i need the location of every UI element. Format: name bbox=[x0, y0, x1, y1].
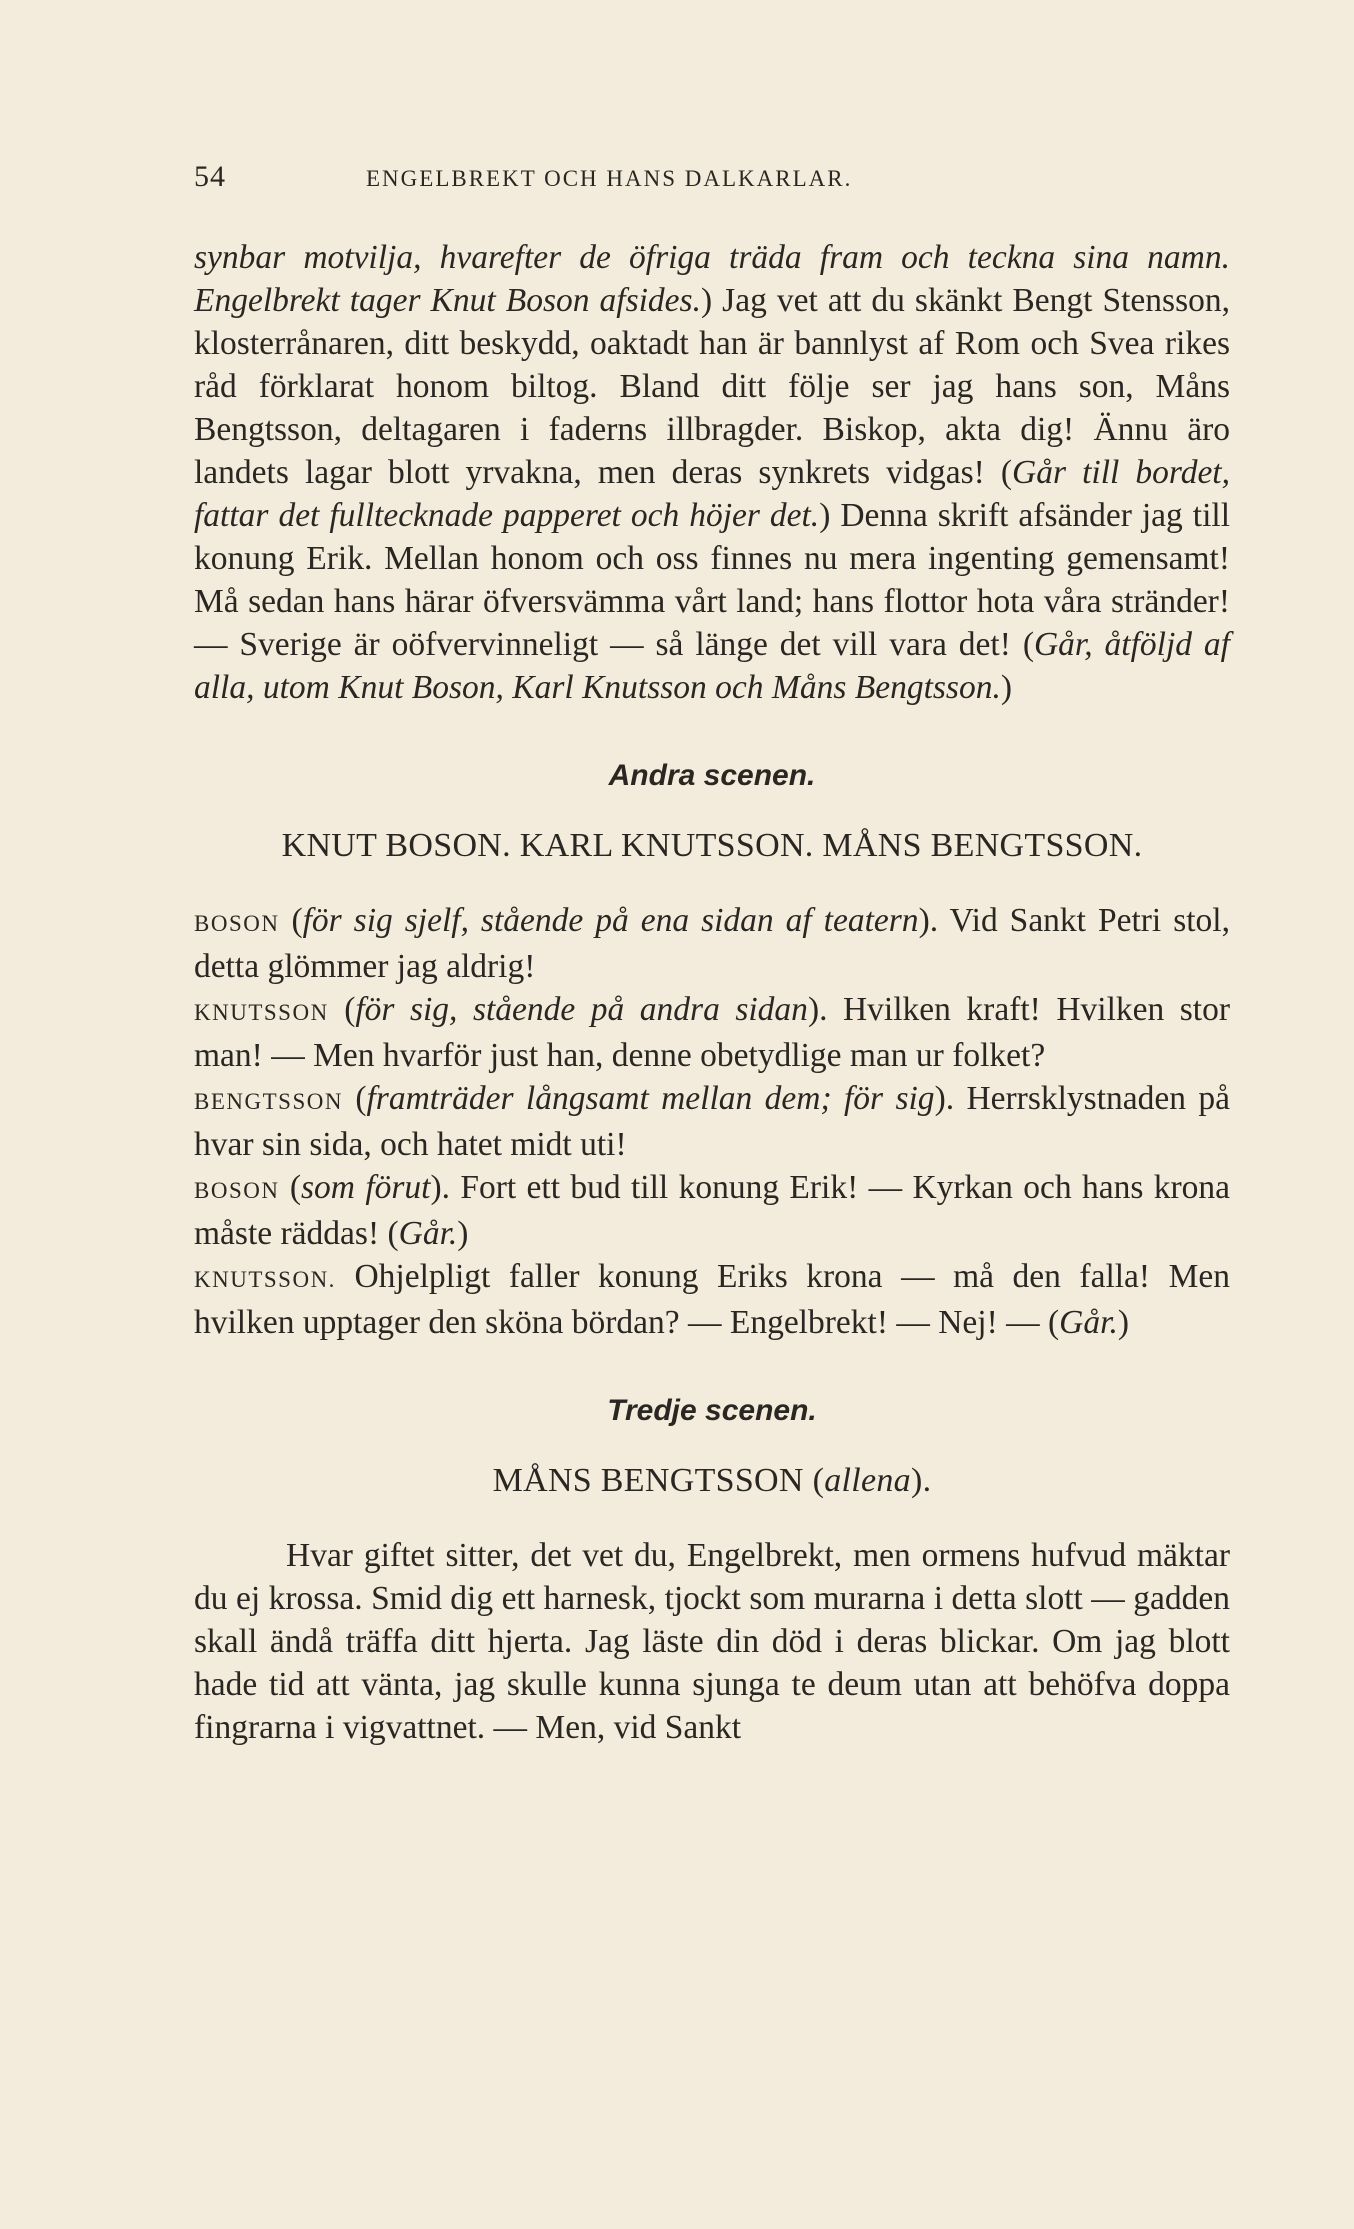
stage-direction: för sig sjelf, stående på ena sidan af teatern bbox=[302, 902, 919, 939]
dialogue-text: Fort ett bud till konung Erik! — Kyrkan och hans krona måste räddas! bbox=[194, 1169, 1231, 1252]
speaker-name: KNUTSSON bbox=[194, 1000, 329, 1025]
dialogue-text: Herrsklystnaden på hvar sin sida, och hatet midt uti! bbox=[194, 1080, 1231, 1163]
stage-direction: Går. bbox=[398, 1215, 458, 1252]
stage-direction: allena bbox=[824, 1462, 911, 1499]
speech: KNUTSSON (för sig, stående på andra sidan). Hvilken kraft! Hvilken stor man! — Men hvarför just han, denne obetydlige man ur folket? bbox=[194, 991, 1231, 1074]
stage-direction: framträder långsamt mellan dem; för sig bbox=[366, 1080, 935, 1117]
speaker-name: KNUTSSON. bbox=[194, 1267, 336, 1292]
dialogue-text: Denna skrift afsänder jag till konung Erik. Mellan honom och oss finnes nu mera ingenting gemensamt! Må sedan hans härar öfversvämma vårt land; hans flottor hota våra stränder! — Sverige är oöfvervinneligt — så länge det vill vara det! bbox=[194, 497, 1230, 663]
dialogue-text: Jag vet att du skänkt Bengt Stensson, klosterrånaren, ditt beskydd, oaktadt han är bannlyst af Rom och Svea rikes råd förklarat honom biltog. Bland ditt följe ser jag hans son, Måns Bengtsson, deltagaren i faderns illbragder. Biskop, akta dig! Ännu äro landets lagar blott yrvakna, men deras synkrets vidgas! bbox=[194, 282, 1231, 491]
cast-list: MÅNS BENGTSSON (allena). bbox=[492, 1462, 932, 1499]
stage-direction: för sig, stående på andra sidan bbox=[355, 991, 808, 1028]
speech: BENGTSSON (framträder långsamt mellan dem; för sig). Herrsklystnaden på hvar sin sida, och hatet midt uti! bbox=[194, 1080, 1231, 1163]
scene-dialogue bbox=[194, 899, 1230, 1344]
stage-direction: Går. bbox=[1059, 1304, 1118, 1341]
speaker-name: BOSON bbox=[194, 1178, 280, 1203]
stage-direction: synbar motvilja, hvarefter de öfriga träda fram och teckna sina namn. Engelbrekt tager Knut Boson afsides. bbox=[194, 239, 1230, 319]
speech: BOSON (som förut). Fort ett bud till konung Erik! — Kyrkan och hans krona måste räddas! (Går.) bbox=[194, 1169, 1231, 1252]
page-header bbox=[194, 160, 1230, 194]
monologue-paragraph: Hvar giftet sitter, det vet du, Engelbrekt, men ormens hufvud mäktar du ej krossa. Smid dig ett harnesk, tjockt som murarna i detta slott — gadden skall ändå träffa ditt hjerta. Jag läste din död i deras blickar. Om jag blott hade tid att vänta, jag skulle kunna sjunga te deum utan att behöfva doppa fingrarna i vigvattnet. — Men, vid Sankt bbox=[194, 1537, 1230, 1746]
speaker-name: BOSON bbox=[194, 911, 280, 936]
cast-list: KNUT BOSON. KARL KNUTSSON. MÅNS BENGTSSON. bbox=[281, 827, 1143, 864]
speech: KNUTSSON. Ohjelpligt faller konung Eriks krona — må den falla! Men hvilken upptager den sköna bördan? — Engelbrekt! — Nej! — (Går.) bbox=[194, 1258, 1231, 1341]
scene-heading: Tredje scenen. bbox=[607, 1394, 817, 1427]
speaker-name: BENGTSSON bbox=[194, 1089, 343, 1114]
scene-heading: Andra scenen. bbox=[608, 759, 816, 792]
stage-direction: Går, åtföljd af alla, utom Knut Boson, Karl Knutsson och Måns Bengtsson. bbox=[194, 626, 1230, 706]
speech: BOSON (för sig sjelf, stående på ena sidan af teatern). Vid Sankt Petri stol, detta glömmer jag aldrig! bbox=[194, 902, 1230, 985]
stage-direction: Går till bordet, fattar det fulltecknade papperet och höjer det. bbox=[194, 454, 1230, 534]
dialogue-text: Vid Sankt Petri stol, detta glömmer jag aldrig! bbox=[194, 902, 1230, 985]
dialogue-text: Ohjelpligt faller konung Eriks krona — må den falla! Men hvilken upptager den sköna bördan? — Engelbrekt! — Nej! — bbox=[194, 1258, 1231, 1341]
running-title: ENGELBREKT OCH HANS DALKARLAR. bbox=[366, 166, 853, 191]
cast-name: MÅNS BENGTSSON bbox=[492, 1462, 804, 1499]
stage-direction: som förut bbox=[300, 1169, 431, 1206]
page-number: 54 bbox=[194, 160, 226, 193]
dialogue-text: Hvilken kraft! Hvilken stor man! — Men hvarför just han, denne obetydlige man ur folket? bbox=[194, 991, 1231, 1074]
opening-paragraph: synbar motvilja, hvarefter de öfriga träda fram och teckna sina namn. Engelbrekt tager Knut Boson afsides.) Jag vet att du skänkt Bengt Stensson, klosterrånaren, ditt beskydd, oaktadt han är bannlyst af Rom och Svea rikes råd förklarat honom biltog. Bland ditt följe ser jag hans son, Måns Bengtsson, deltagaren i faderns illbragder. Biskop, akta dig! Ännu äro landets lagar blott yrvakna, men deras synkrets vidgas! (Går till bordet, fattar det fulltecknade papperet och höjer det.) Denna skrift afsänder jag till konung Erik. Mellan honom och oss finnes nu mera ingenting gemensamt! Må sedan hans härar öfversvämma vårt land; hans flottor hota våra stränder! — Sverige är oöfvervinneligt — så länge det vill vara det! (Går, åtföljd af alla, utom Knut Boson, Karl Knutsson och Måns Bengtsson.) bbox=[194, 239, 1231, 706]
